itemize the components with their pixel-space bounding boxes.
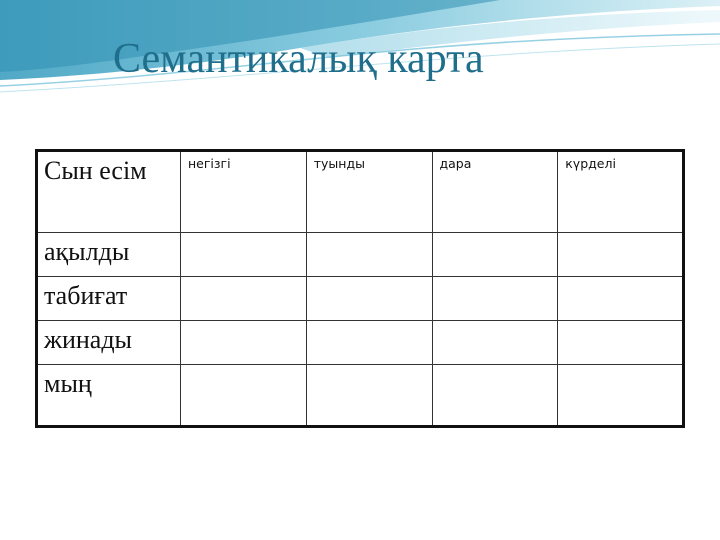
table-row [37, 321, 684, 365]
table-cell [306, 365, 432, 427]
table-row [37, 233, 684, 277]
column-header-tuyndy: туынды [306, 151, 432, 233]
table-cell [558, 277, 684, 321]
table-cell [432, 233, 558, 277]
table-header-row [37, 151, 684, 233]
row-word-cell: мың [37, 365, 181, 427]
table-cell [558, 365, 684, 427]
table-cell [306, 233, 432, 277]
table-cell [558, 321, 684, 365]
column-header-dara: дара [432, 151, 558, 233]
table-cell [181, 233, 307, 277]
corner-label-cell: Сын есім [37, 151, 181, 233]
column-header-kurdeli: күрделі [558, 151, 684, 233]
row-word-cell: табиғат [37, 277, 181, 321]
table-cell [181, 365, 307, 427]
table-cell [181, 321, 307, 365]
row-word-cell: ақылды [37, 233, 181, 277]
column-header-negizgi: негізгі [181, 151, 307, 233]
slide-title: Семантикалық карта [113, 36, 484, 82]
table-cell [306, 321, 432, 365]
table-cell [432, 365, 558, 427]
row-word-cell: жинады [37, 321, 181, 365]
table-cell [181, 277, 307, 321]
table-row [37, 277, 684, 321]
table-row [37, 365, 684, 427]
table-cell [432, 321, 558, 365]
table-cell [306, 277, 432, 321]
table-cell [432, 277, 558, 321]
semantic-map-table [35, 149, 685, 428]
table-cell [558, 233, 684, 277]
